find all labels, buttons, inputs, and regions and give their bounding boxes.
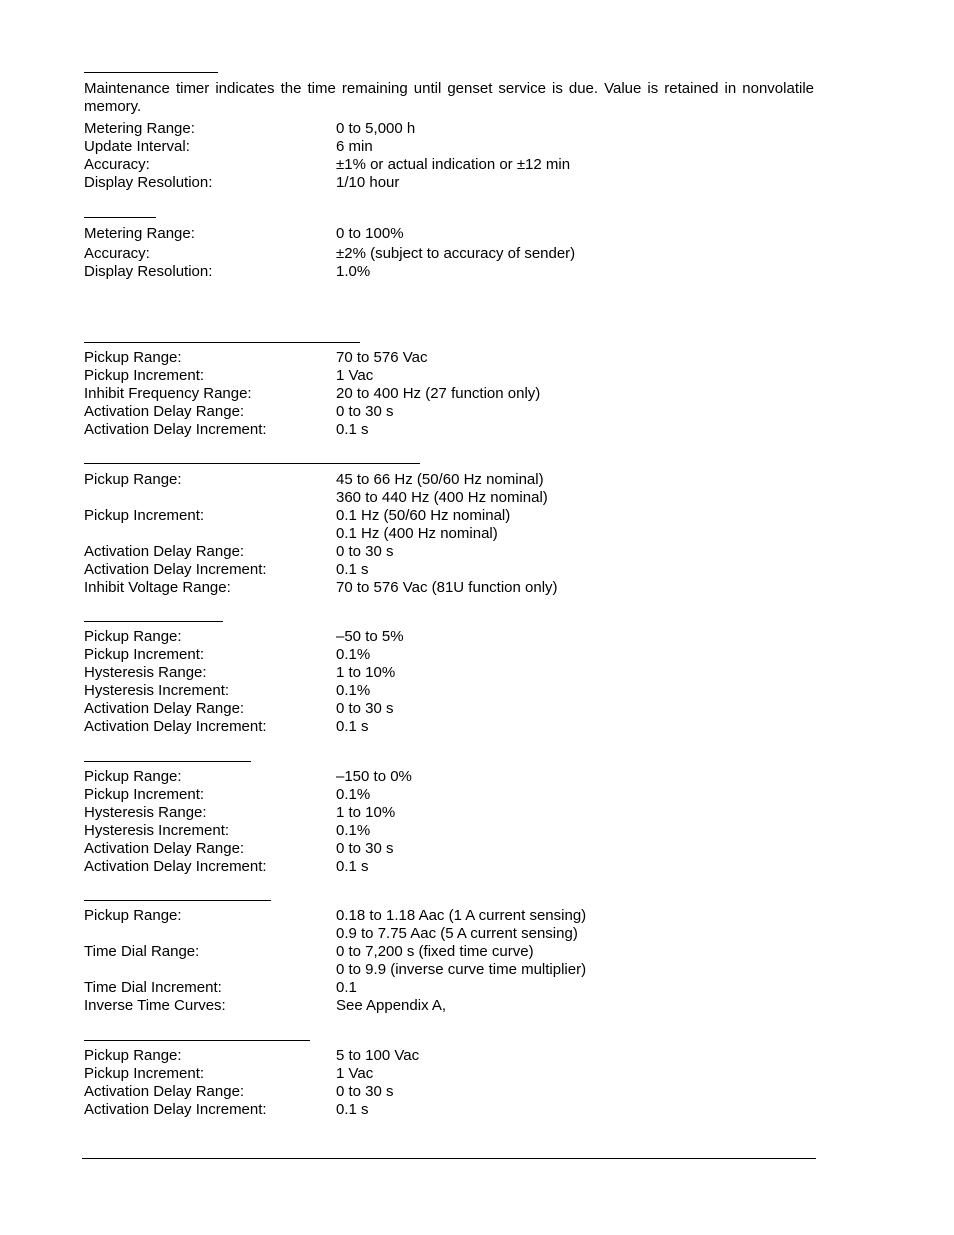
heading-rule [84,463,420,464]
spec-value: 0.1 s [336,561,369,578]
spec-label: Hysteresis Increment: [84,822,230,839]
spec-value: 6 min [336,138,373,155]
spec-label: Hysteresis Range: [84,804,207,821]
spec-table [84,349,814,439]
spec-label: Metering Range: [84,225,195,242]
spec-value: 0.1% [336,822,371,839]
spec-value: 0 to 30 s [336,403,394,420]
spec-row [84,385,814,403]
spec-row [84,225,814,243]
spec-value: 0.1% [336,646,371,663]
spec-row [84,682,814,700]
spec-value: 1 Vac [336,367,374,384]
spec-row [84,174,814,192]
spec-table [84,120,814,192]
spec-row [84,349,814,367]
spec-label: Pickup Range: [84,349,182,366]
spec-row [84,489,814,507]
spec-label: Activation Delay Increment: [84,1101,267,1118]
spec-label: Pickup Range: [84,768,182,785]
spec-table [84,225,814,281]
spec-value: ±1% or actual indication or ±12 min [336,156,571,173]
overcurrent-section [84,900,814,1015]
frequency-protection-section [84,463,814,597]
spec-label: Activation Delay Increment: [84,421,267,438]
spec-value: 1/10 hour [336,174,400,191]
spec-row [84,786,814,804]
spec-value: 70 to 576 Vac [336,349,428,366]
spec-value: 1 to 10% [336,804,396,821]
spec-value: 5 to 100 Vac [336,1047,420,1064]
spec-label: Pickup Increment: [84,646,205,663]
spec-value: 360 to 440 Hz (400 Hz nominal) [336,489,548,506]
spec-label: Inverse Time Curves: [84,997,226,1014]
spec-label: Activation Delay Range: [84,403,245,420]
spec-row [84,840,814,858]
spec-row [84,628,814,646]
spec-row [84,138,814,156]
spec-row [84,1101,814,1119]
maintenance-timer-section [84,72,814,192]
spec-row [84,1065,814,1083]
spec-row [84,961,814,979]
spec-row [84,858,814,876]
spec-value: 0 to 7,200 s (fixed time curve) [336,943,534,960]
heading-rule [84,342,360,343]
spec-label: Activation Delay Range: [84,543,245,560]
spec-row [84,925,814,943]
spec-label: Activation Delay Increment: [84,858,267,875]
spec-row [84,561,814,579]
spec-row [84,403,814,421]
spec-value: 0 to 5,000 h [336,120,416,137]
spec-value: 0.1 Hz (50/60 Hz nominal) [336,507,511,524]
spec-value: –50 to 5% [336,628,404,645]
spec-row [84,543,814,561]
spec-table [84,1047,814,1119]
spec-label: Activation Delay Increment: [84,561,267,578]
spec-label: Activation Delay Range: [84,840,245,857]
spec-value: See Appendix A, [336,997,447,1014]
spec-label: Inhibit Voltage Range: [84,579,231,596]
spec-label: Pickup Range: [84,907,182,924]
spec-label: Time Dial Range: [84,943,200,960]
spec-row [84,700,814,718]
spec-label [84,925,336,943]
spec-table [84,907,814,1015]
spec-row [84,507,814,525]
spec-label: Activation Delay Range: [84,1083,245,1100]
spec-value: 45 to 66 Hz (50/60 Hz nominal) [336,471,544,488]
spec-label: Pickup Increment: [84,1065,205,1082]
phase-imbalance-section [84,1040,814,1119]
spec-row [84,804,814,822]
spec-label: Display Resolution: [84,174,213,191]
spec-row [84,822,814,840]
spec-value: –150 to 0% [336,768,412,785]
heading-rule [84,217,156,218]
spec-value: 20 to 400 Hz (27 function only) [336,385,541,402]
spec-row [84,263,814,281]
spec-label [84,961,336,979]
spec-label: Pickup Increment: [84,786,205,803]
spec-value: 0.1% [336,786,371,803]
spec-label: Accuracy: [84,245,150,262]
spec-row [84,120,814,138]
spec-row [84,1047,814,1065]
spec-label: Pickup Range: [84,628,182,645]
spec-value: 0 to 100% [336,225,404,242]
spec-row [84,1083,814,1101]
spec-label: Pickup Increment: [84,367,205,384]
spec-value: 0.9 to 7.75 Aac (5 A current sensing) [336,925,578,942]
spec-label: Hysteresis Range: [84,664,207,681]
spec-label: Activation Delay Range: [84,700,245,717]
heading-rule [84,72,218,73]
reverse-power-section [84,621,814,736]
spec-value: 1 Vac [336,1065,374,1082]
spec-value: 70 to 576 Vac (81U function only) [336,579,558,596]
voltage-protection-section [84,342,814,439]
spec-row [84,943,814,961]
spec-row [84,907,814,925]
spec-value: 1.0% [336,263,371,280]
spec-value: 0.1 s [336,1101,369,1118]
fuel-level-section [84,217,814,281]
spec-table [84,768,814,876]
spec-row [84,997,814,1015]
spec-label: Inhibit Frequency Range: [84,385,252,402]
spec-row [84,718,814,736]
spec-label: Metering Range: [84,120,195,137]
spec-value: 0 to 30 s [336,543,394,560]
spec-row [84,471,814,489]
spec-row [84,156,814,174]
spec-label: Display Resolution: [84,263,213,280]
spec-value: 0.1 s [336,858,369,875]
spec-label: Hysteresis Increment: [84,682,230,699]
spec-value: 0.1% [336,682,371,699]
spec-value: 0.1 s [336,718,369,735]
spec-value: 0.18 to 1.18 Aac (1 A current sensing) [336,907,587,924]
heading-rule [84,621,223,622]
spec-row [84,367,814,385]
spec-row [84,664,814,682]
spec-table [84,471,814,597]
spec-label: Pickup Range: [84,1047,182,1064]
spec-value: 1 to 10% [336,664,396,681]
spec-label [84,489,336,507]
spec-value: 0 to 30 s [336,700,394,717]
spec-label: Activation Delay Increment: [84,718,267,735]
spec-table [84,628,814,736]
spec-value: ±2% (subject to accuracy of sender) [336,245,576,262]
heading-rule [84,761,251,762]
spec-label: Accuracy: [84,156,150,173]
spec-row [84,525,814,543]
spec-label: Time Dial Increment: [84,979,222,996]
spec-row [84,979,814,997]
spec-row [84,646,814,664]
spec-value: 0.1 s [336,421,369,438]
heading-rule [84,1040,310,1041]
heading-rule [84,900,271,901]
footer-rule [82,1158,816,1159]
spec-value: 0 to 9.9 (inverse curve time multiplier) [336,961,587,978]
spec-row [84,245,814,263]
loss-of-excitation-section [84,761,814,876]
spec-value: 0 to 30 s [336,1083,394,1100]
spec-value: 0.1 Hz (400 Hz nominal) [336,525,498,542]
spec-label: Pickup Range: [84,471,182,488]
spec-row [84,421,814,439]
spec-label: Update Interval: [84,138,190,155]
spec-row [84,768,814,786]
maintenance-timer-description: Maintenance timer indicates the time remaining until genset service is due. Value is retained in nonvolatile memory. [84,80,814,115]
spec-row [84,579,814,597]
spec-label [84,525,336,543]
spec-value: 0 to 30 s [336,840,394,857]
spec-label: Pickup Increment: [84,507,205,524]
spec-value: 0.1 [336,979,357,996]
